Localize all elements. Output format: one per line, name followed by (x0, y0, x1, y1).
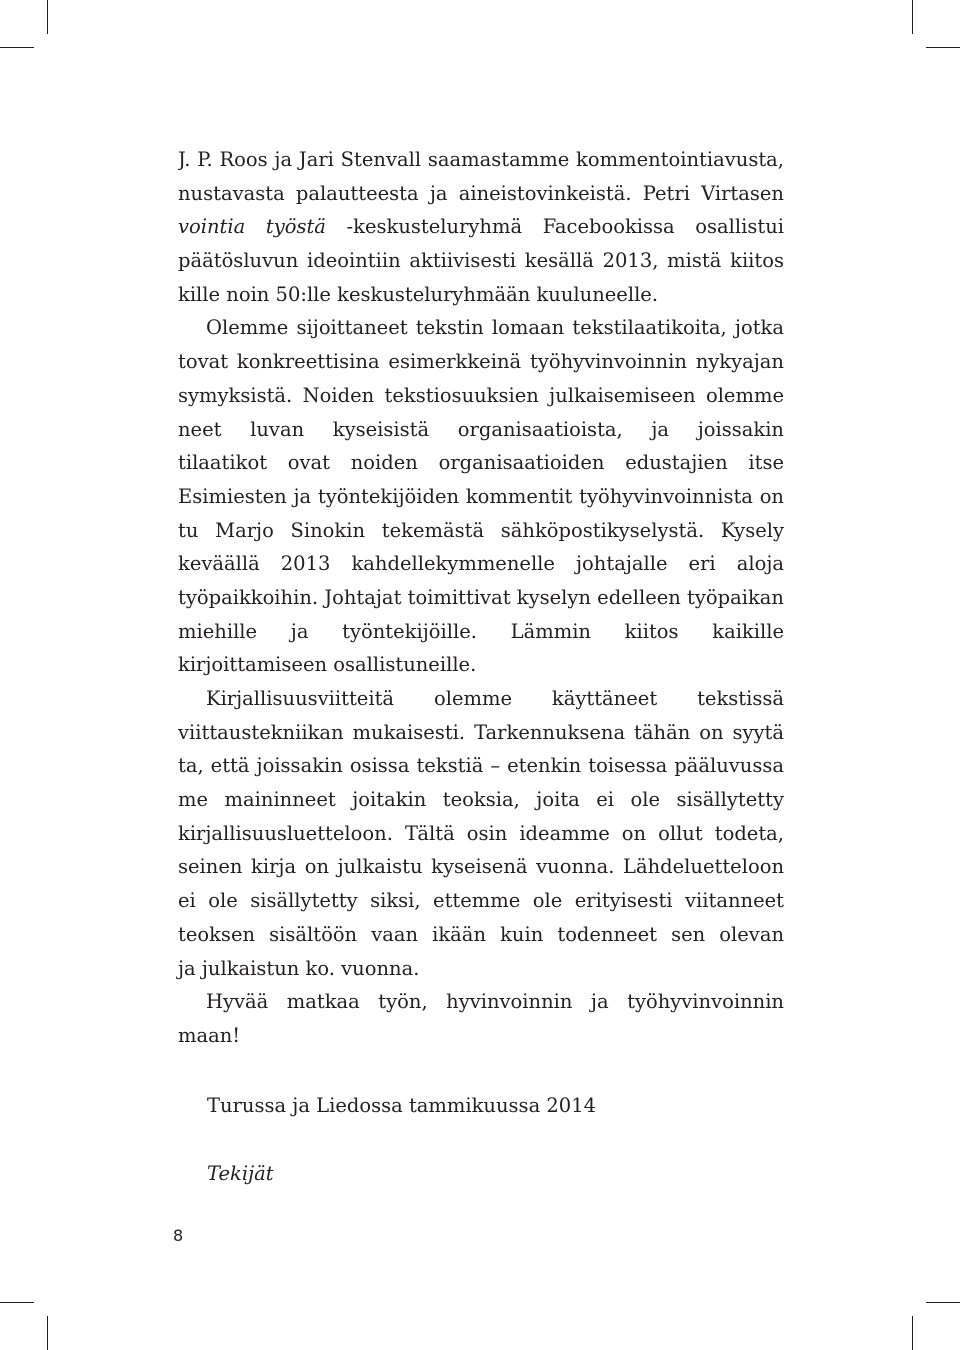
text-line: teoksen sisältöön vaan ikään kuin todenneet sen olevan (178, 922, 784, 946)
text-line: työpaikkoihin. Johtajat toimittivat kyselyn edelleen työpaikan (178, 585, 784, 609)
crop-mark-top-right (912, 0, 913, 34)
crop-mark-bottom-left (47, 1316, 48, 1350)
text-line: ja julkaistun ko. vuonna. (178, 956, 420, 980)
text-line: ta, että joissakin osissa tekstiä – etenkin toisessa pääluvussa (178, 754, 784, 778)
text-line: ei ole sisällytetty siksi, ettemme ole erityisesti viitanneet (178, 889, 784, 913)
text-line: Olemme sijoittaneet tekstin lomaan tekstilaatikoita, jotka (206, 316, 784, 340)
text-line: päätösluvun ideointiin aktiivisesti kesällä 2013, mistä kiitos (178, 249, 784, 273)
crop-mark-top-left-h (0, 47, 34, 48)
text-line: viittaustekniikan mukaisesti. Tarkennuksena tähän on syytä (178, 720, 784, 744)
text-line: miehille ja työntekijöille. Lämmin kiitos kaikille (178, 619, 784, 643)
text-line: me maininneet joitakin teoksia, joita ei ole sisällytetty (178, 788, 784, 812)
text-line: tu Marjo Sinokin tekemästä sähköpostikyselystä. Kysely (178, 518, 784, 542)
text-line: Esimiesten ja työntekijöiden kommentit työhyvinvoinnista on (178, 484, 784, 508)
crop-mark-bottom-left-h (0, 1302, 34, 1303)
text-line: Hyvää matkaa työn, hyvinvoinnin ja työhyvinvoinnin (206, 990, 784, 1014)
page-number: 8 (173, 1226, 184, 1245)
text-line: keväällä 2013 kahdellekymmenelle johtajalle eri aloja (178, 552, 784, 576)
body-text (178, 143, 784, 1053)
crop-mark-bottom-right (912, 1316, 913, 1350)
crop-mark-top-left (47, 0, 48, 34)
text-line: symyksistä. Noiden tekstiosuuksien julkaisemiseen olemme (178, 383, 784, 407)
text-line: kille noin 50:lle keskusteluryhmään kuuluneelle. (178, 282, 659, 306)
text-line: vointia työstä -keskusteluryhmä Facebookissa osallistui (178, 215, 784, 239)
text-line: J. P. Roos ja Jari Stenvall saamastamme kommentointiavusta, (178, 148, 784, 171)
text-line: tovat konkreettisina esimerkkeinä työhyvinvoinnin nykyajan (178, 350, 784, 374)
crop-mark-top-right-h (926, 47, 960, 48)
text-line: kirjoittamiseen osallistuneille. (178, 653, 477, 677)
text-line: nustavasta palautteesta ja aineistovinkeistä. Petri Virtasen (178, 181, 784, 205)
text-line: Kirjallisuusviitteitä olemme käyttäneet tekstissä (206, 687, 784, 710)
text-line: tilaatikot ovat noiden organisaatioiden edustajien itse (178, 451, 784, 475)
place-date: Turussa ja Liedossa tammikuussa 2014 (207, 1094, 597, 1117)
text-line: seinen kirja on julkaistu kyseisenä vuonna. Lähdeluetteloon (178, 855, 784, 879)
text-line: neet luvan kyseisistä organisaatioista, ja joissakin (178, 417, 784, 441)
text-line: kirjallisuusluetteloon. Tältä osin ideamme on ollut todeta, (178, 821, 784, 845)
authors-signature: Tekijät (207, 1162, 274, 1185)
text-line: maan! (178, 1023, 241, 1047)
crop-mark-bottom-right-h (926, 1302, 960, 1303)
